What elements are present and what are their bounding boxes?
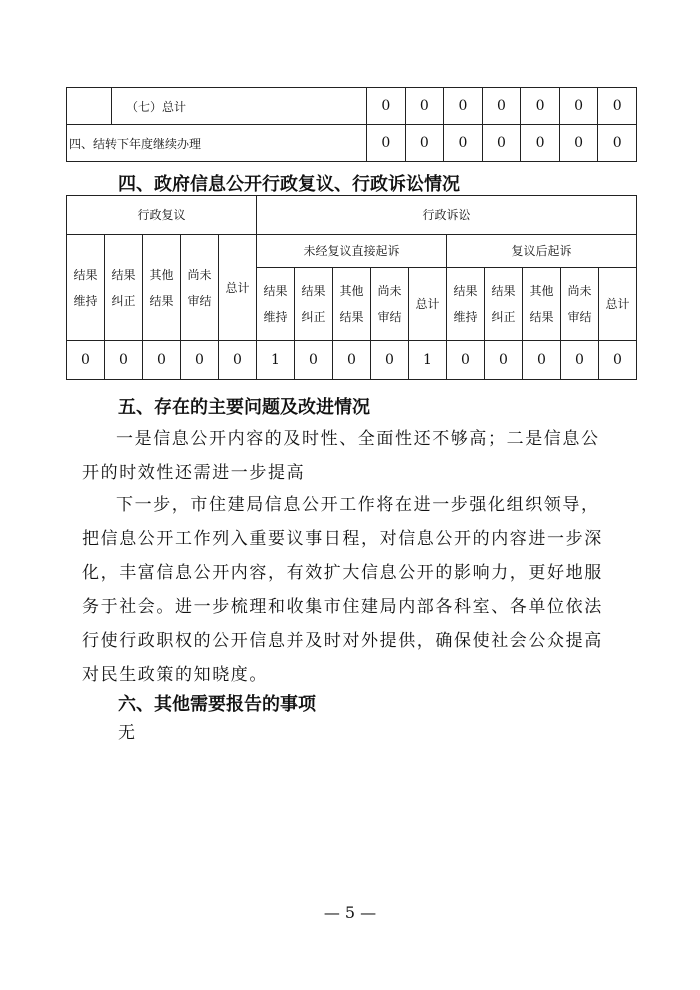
cell-value: 0	[485, 341, 523, 380]
cell-value: 0	[367, 125, 406, 162]
cell-value: 0	[371, 341, 409, 380]
table-row	[67, 125, 637, 162]
cell-value: 0	[405, 88, 444, 125]
paragraph-line: 下一步，市住建局信息公开工作将在进一步强化组织领导，	[116, 495, 600, 515]
cell-value: 0	[143, 341, 181, 380]
table-row	[67, 341, 637, 380]
paragraph-line: 务于社会。进一步梳理和收集市住建局内部各科室、各单位依法	[82, 597, 603, 617]
cell-value: 0	[482, 88, 521, 125]
header-cell: 其他 结果	[333, 268, 371, 341]
page-number: — 5 —	[323, 903, 377, 922]
cell-value: 0	[482, 125, 521, 162]
paragraph-line: 开的时效性还需进一步提高	[82, 463, 306, 483]
section6-content: 无	[118, 723, 137, 743]
row-label-total: （七）总计	[112, 88, 367, 125]
cell-value: 0	[598, 88, 637, 125]
paragraph-line: 行使行政职权的公开信息并及时对外提供，确保使社会公众提高	[82, 631, 603, 651]
header-cell: 总计	[599, 268, 637, 341]
cell-value: 0	[521, 88, 560, 125]
cell-value: 0	[67, 341, 105, 380]
cell-value: 0	[598, 125, 637, 162]
cell-value: 0	[219, 341, 257, 380]
cell-value: 0	[181, 341, 219, 380]
cell-value: 0	[521, 125, 560, 162]
cell-value: 0	[599, 341, 637, 380]
cell-value: 0	[559, 88, 598, 125]
section5-paragraph-1	[82, 422, 630, 490]
header-cell: 其他 结果	[523, 268, 561, 341]
table-row	[67, 88, 637, 125]
table-header-row	[67, 196, 637, 235]
cell-value: 0	[444, 125, 483, 162]
header-cell: 总计	[409, 268, 447, 341]
header-cell: 尚未 审结	[371, 268, 409, 341]
cell-value: 0	[523, 341, 561, 380]
cell-value: 0	[333, 341, 371, 380]
paragraph-line: 把信息公开工作列入重要议事日程，对信息公开的内容进一步深	[82, 529, 603, 549]
cell-value: 0	[561, 341, 599, 380]
header-cell: 尚未 审结	[181, 235, 219, 341]
cell-value: 0	[405, 125, 444, 162]
cell-value: 1	[409, 341, 447, 380]
header-cell: 结果 纠正	[105, 235, 143, 341]
section4-heading: 四、政府信息公开行政复议、行政诉讼情况	[118, 174, 460, 195]
header-cell: 结果 维持	[447, 268, 485, 341]
header-cell: 结果 维持	[257, 268, 295, 341]
cell-value: 0	[295, 341, 333, 380]
row-label-carryover: 四、结转下年度继续办理	[67, 125, 367, 162]
cell-value: 1	[257, 341, 295, 380]
disclosure-stats-table-tail	[66, 87, 637, 162]
cell-value: 0	[367, 88, 406, 125]
paragraph-line: 化，丰富信息公开内容，有效扩大信息公开的影响力，更好地服	[82, 563, 603, 583]
section5-heading: 五、存在的主要问题及改进情况	[118, 397, 370, 418]
header-after-review: 复议后起诉	[447, 235, 637, 268]
table-header-row	[67, 235, 637, 268]
header-cell: 结果 纠正	[485, 268, 523, 341]
cell-value: 0	[559, 125, 598, 162]
cell-value: 0	[105, 341, 143, 380]
header-admin-litigation: 行政诉讼	[257, 196, 637, 235]
header-direct-suit: 未经复议直接起诉	[257, 235, 447, 268]
header-cell: 总计	[219, 235, 257, 341]
paragraph-line: 对民生政策的知晓度。	[82, 665, 268, 685]
cell-value: 0	[447, 341, 485, 380]
cell-value: 0	[444, 88, 483, 125]
header-cell: 其他 结果	[143, 235, 181, 341]
section5-paragraph-2	[82, 488, 630, 692]
section6-heading: 六、其他需要报告的事项	[118, 694, 316, 715]
header-admin-review: 行政复议	[67, 196, 257, 235]
review-litigation-table	[66, 195, 637, 380]
header-cell: 结果 维持	[67, 235, 105, 341]
paragraph-line: 一是信息公开内容的及时性、全面性还不够高；二是信息公	[116, 429, 600, 449]
header-cell: 结果 纠正	[295, 268, 333, 341]
header-cell: 尚未 审结	[561, 268, 599, 341]
